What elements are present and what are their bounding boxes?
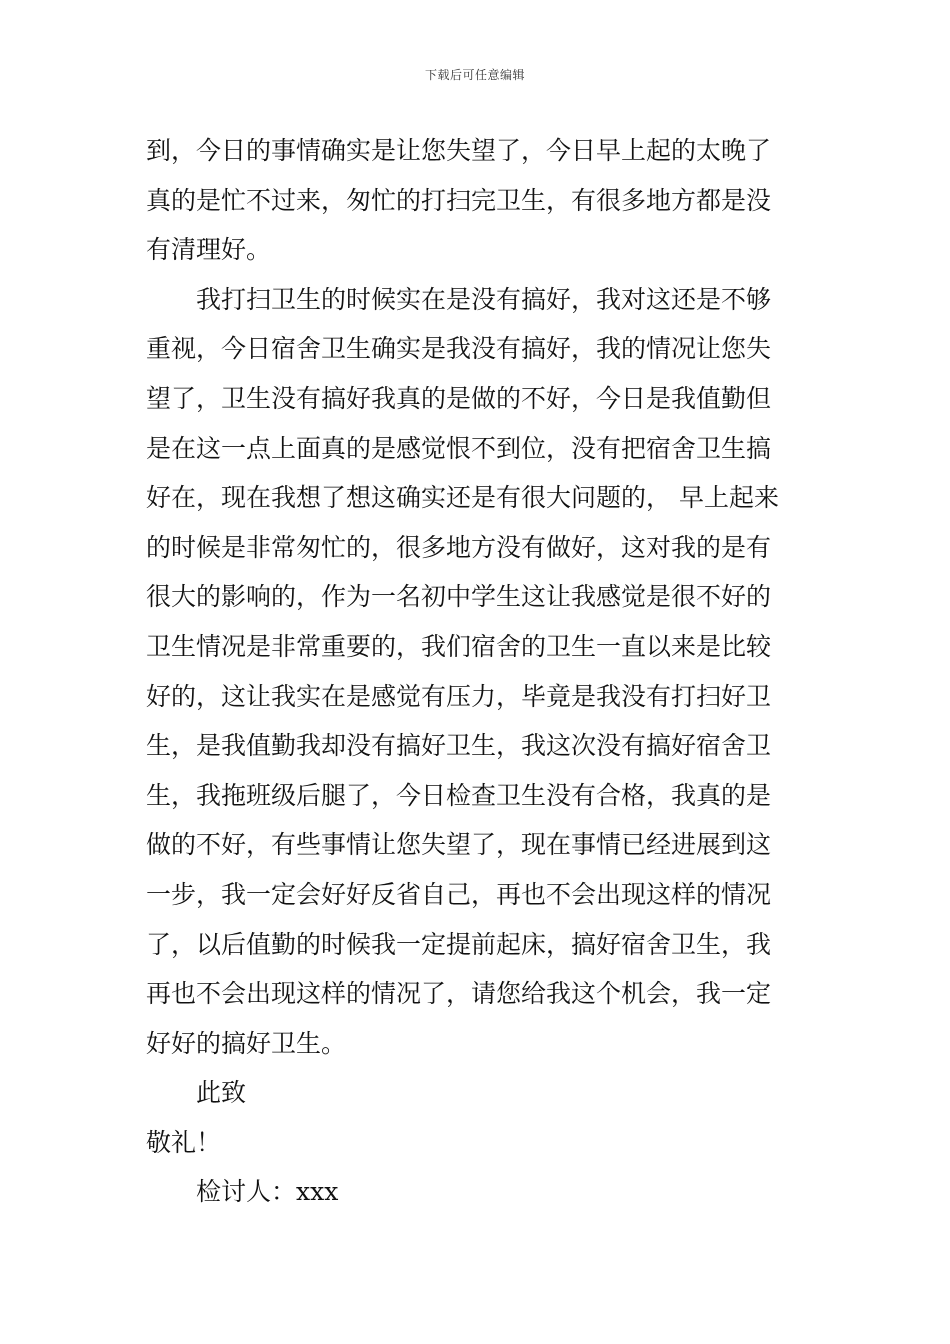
- signature: 检讨人：xxx: [196, 1177, 339, 1207]
- closing-salutation: 此致: [196, 1078, 247, 1108]
- paragraph-line: 有清理好。: [146, 235, 272, 265]
- paragraph-line: 生，我拖班级后腿了，今日检查卫生没有合格，我真的是: [146, 780, 772, 810]
- paragraph-line: 一步，我一定会好好反省自己，再也不会出现这样的情况: [146, 879, 772, 909]
- paragraph-line: 到，今日的事情确实是让您失望了，今日早上起的太晚了: [146, 136, 772, 165]
- paragraph-line: 再也不会出现这样的情况了，请您给我这个机会，我一定: [146, 979, 772, 1009]
- paragraph-line: 真的是忙不过来，匆忙的打扫完卫生，有很多地方都是没: [146, 185, 772, 215]
- paragraph-line: 好在，现在我想了想这确实还是有很大问题的， 早上起来: [146, 483, 779, 513]
- paragraph-line: 重视，今日宿舍卫生确实是我没有搞好，我的情况让您失: [146, 334, 772, 364]
- paragraph-line: 是在这一点上面真的是感觉恨不到位，没有把宿舍卫生搞: [146, 433, 772, 463]
- paragraph-line: 生，是我值勤我却没有搞好卫生，我这次没有搞好宿舍卫: [146, 731, 772, 761]
- paragraph-2: [146, 275, 806, 1069]
- paragraph-line: 好的，这让我实在是感觉有压力，毕竟是我没有打扫好卫: [146, 681, 772, 711]
- paragraph-line: 了，以后值勤的时候我一定提前起床，搞好宿舍卫生，我: [146, 929, 772, 959]
- closing-regards: 敬礼！: [146, 1127, 222, 1157]
- paragraph-line: 望了，卫生没有搞好我真的是做的不好，今日是我值勤但: [146, 383, 772, 413]
- letter-body: [146, 126, 806, 1217]
- paragraph-1: [146, 126, 806, 275]
- paragraph-line: 很大的影响的，作为一名初中学生这让我感觉是很不好的: [146, 582, 772, 612]
- paragraph-line: 卫生情况是非常重要的，我们宿舍的卫生一直以来是比较: [146, 631, 772, 661]
- paragraph-line: 做的不好，有些事情让您失望了，现在事情已经进展到这: [146, 830, 772, 860]
- paragraph-line: 好好的搞好卫生。: [146, 1028, 347, 1058]
- paragraph-line: 我打扫卫生的时候实在是没有搞好，我对这还是不够: [196, 284, 772, 314]
- paragraph-line: 的时候是非常匆忙的，很多地方没有做好，这对我的是有: [146, 532, 772, 562]
- download-note: 下载后可任意编辑: [424, 68, 525, 82]
